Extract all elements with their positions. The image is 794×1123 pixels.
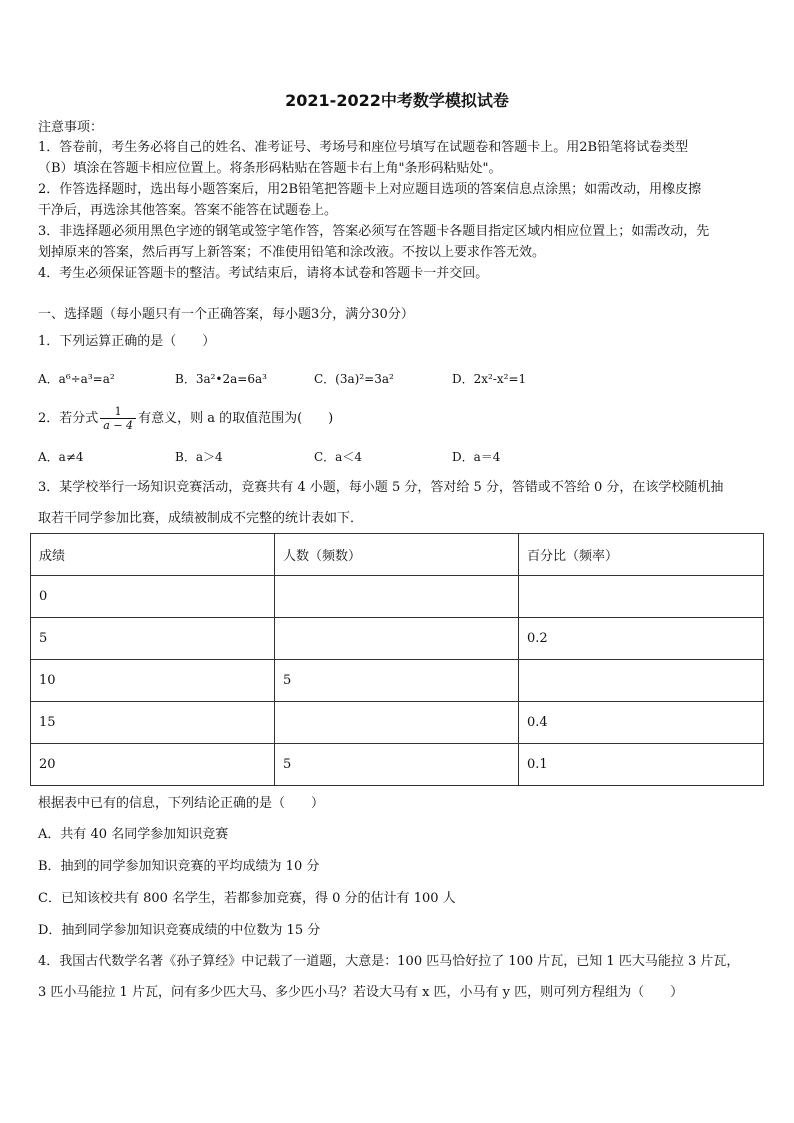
question-3-stem: 取若干同学参加比赛，成绩被制成不完整的统计表如下． xyxy=(38,511,364,526)
question-3-stem: 3．某学校举行一场知识竞赛活动，竞赛共有 4 小题，每小题 5 分，答对给 5 分，答错或不答给 0 分，在该学校随机抽 xyxy=(38,480,724,495)
table-cell xyxy=(275,576,519,618)
table-cell: 15 xyxy=(31,702,275,744)
q3-option-b: B．抽到的同学参加知识竞赛的平均成绩为 10 分 xyxy=(38,859,320,874)
q2-option-d: D．a＝4 xyxy=(452,450,501,464)
table-cell: 0.4 xyxy=(519,702,764,744)
q2-option-b: B．a＞4 xyxy=(175,450,223,464)
q2-stem-after: 有意义，则 a 的取值范围为( ) xyxy=(138,411,334,426)
section-heading: 一、选择题（每小题只有一个正确答案，每小题3分，满分30分） xyxy=(38,307,414,322)
notice-line: 干净后，再选涂其他答案。答案不能答在试题卷上。 xyxy=(38,203,338,218)
question-4-stem: 3 匹小马能拉 1 片瓦，问有多少匹大马、多少匹小马？若设大马有 x 匹，小马有 y 匹，则可列方程组为（ ） xyxy=(38,985,684,1000)
table-header-cell: 人数（频数） xyxy=(275,534,519,576)
q3-option-c: C．已知该校共有 800 名学生，若都参加竞赛，得 0 分的估计有 100 人 xyxy=(38,891,456,906)
notice-line: 1．答卷前，考生务必将自己的姓名、准考证号、考场号和座位号填写在试题卷和答题卡上。用2B铅笔将试卷类型 xyxy=(38,140,689,155)
question-1-stem: 1．下列运算正确的是（ ） xyxy=(38,334,216,349)
question-4-stem: 4．我国古代数学名著《孙子算经》中记载了一道题，大意是：100 匹马恰好拉了 100 片瓦，已知 1 匹大马能拉 3 片瓦， xyxy=(38,954,740,969)
table-row xyxy=(31,618,764,660)
table-cell: 5 xyxy=(275,744,519,786)
table-cell: 0 xyxy=(31,576,275,618)
notice-line: 划掉原来的答案，然后再写上新答案；不准使用铅笔和涂改液。不按以上要求作答无效。 xyxy=(38,245,546,260)
table-cell xyxy=(275,702,519,744)
table-row xyxy=(31,702,764,744)
table-cell xyxy=(519,660,764,702)
notice-heading: 注意事项： xyxy=(38,120,104,135)
question-3-prompt: 根据表中已有的信息，下列结论正确的是（ ） xyxy=(38,796,325,811)
table-header-cell: 成绩 xyxy=(31,534,275,576)
q1-option-a: A．a⁶÷a³=a² xyxy=(38,372,115,386)
notice-line: （B）填涂在答题卡相应位置上。将条形码粘贴在答题卡右上角"条形码粘贴处"。 xyxy=(38,161,502,176)
table-header-cell: 百分比（频率） xyxy=(519,534,764,576)
table-cell: 5 xyxy=(275,660,519,702)
q1-option-c: C．(3a)²=3a² xyxy=(314,372,394,386)
fraction-denominator: a − 4 xyxy=(103,419,134,432)
page-title: 2021-2022中考数学模拟试卷 xyxy=(285,91,509,110)
table-cell: 0.2 xyxy=(519,618,764,660)
table-cell: 5 xyxy=(31,618,275,660)
table-row xyxy=(31,660,764,702)
table-cell: 10 xyxy=(31,660,275,702)
notice-line: 4．考生必须保证答题卡的整洁。考试结束后，请将本试卷和答题卡一并交回。 xyxy=(38,266,489,281)
stats-table xyxy=(30,533,764,786)
table-row xyxy=(31,576,764,618)
q2-option-a: A．a≠4 xyxy=(38,450,84,464)
q2-option-c: C．a＜4 xyxy=(314,450,362,464)
fraction xyxy=(100,405,136,432)
question-2-stem xyxy=(38,404,333,434)
table-cell: 20 xyxy=(31,744,275,786)
q3-option-a: A．共有 40 名同学参加知识竞赛 xyxy=(38,827,229,842)
q2-stem-before: 2．若分式 xyxy=(38,411,99,426)
q1-option-b: B．3a²•2a=6a³ xyxy=(175,372,267,386)
q3-option-d: D．抽到同学参加知识竞赛成绩的中位数为 15 分 xyxy=(38,923,321,938)
table-header-row xyxy=(31,534,764,576)
table-row xyxy=(31,744,764,786)
fraction-numerator: 1 xyxy=(100,405,136,419)
notice-line: 3．非选择题必须用黑色字迹的钢笔或签字笔作答，答案必须写在答题卡各题目指定区域内相应位置上；如需改动，先 xyxy=(38,224,710,239)
q1-option-d: D．2x²-x²=1 xyxy=(452,372,527,386)
notice-line: 2．作答选择题时，选出每小题答案后，用2B铅笔把答题卡上对应题目选项的答案信息点涂黑；如需改动，用橡皮擦 xyxy=(38,182,702,197)
table-cell: 0.1 xyxy=(519,744,764,786)
table-cell xyxy=(519,576,764,618)
table-cell xyxy=(275,618,519,660)
